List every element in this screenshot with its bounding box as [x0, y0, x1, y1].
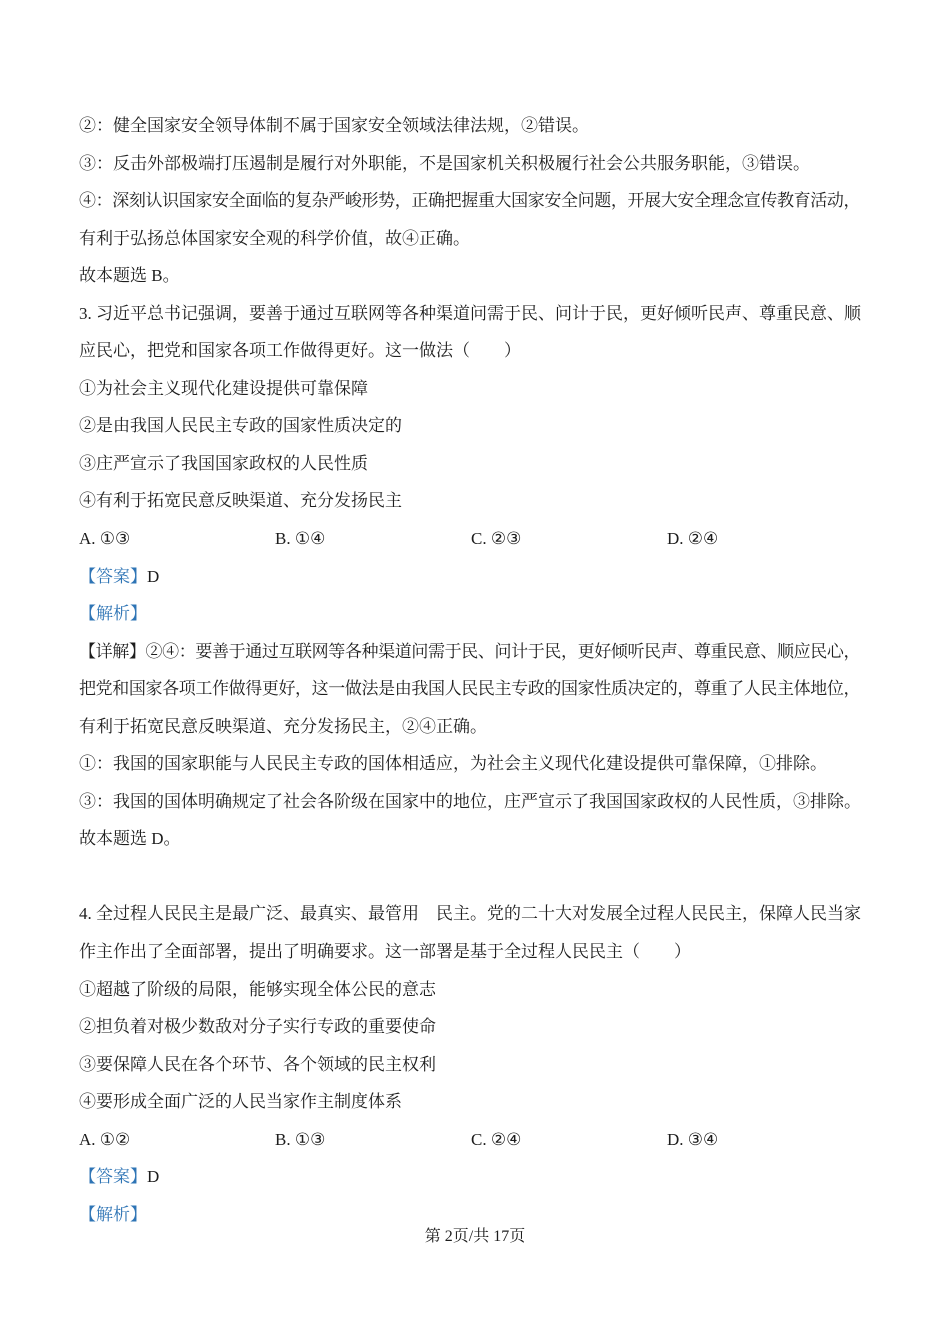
q3-statement-2: ②是由我国人民民主专政的国家性质决定的: [79, 416, 402, 436]
q4-option-c: C. ②④: [471, 1129, 522, 1149]
q3-detail-point1: ①：我国的国家职能与人民民主专政的国体相适应，为社会主义现代化建设提供可靠保障，①排除。: [79, 754, 827, 774]
q3-detail-line2: 把党和国家各项工作做得更好，这一做法是由我国人民民主专政的国家性质决定的，尊重了人民主体地位，: [79, 679, 861, 699]
q3-analysis-row: [79, 595, 863, 633]
q4-statement-3: ③要保障人民在各个环节、各个领域的民主权利: [79, 1054, 436, 1074]
q3-option-a: A. ①③: [79, 529, 131, 549]
q2-explain-point3: ③：反击外部极端打压遏制是履行对外职能，不是国家机关积极履行社会公共服务职能，③错误。: [79, 153, 810, 173]
q4-statement-2: ②担负着对极少数敌对分子实行专政的重要使命: [79, 1017, 436, 1037]
q3-analysis-label: 【解析】: [79, 604, 147, 624]
q3-detail-line3: 有利于拓宽民意反映渠道、充分发扬民主，②④正确。: [79, 716, 487, 736]
q3-statement-4: ④有利于拓宽民意反映渠道、充分发扬民主: [79, 491, 402, 511]
q4-option-a: A. ①②: [79, 1129, 131, 1149]
q4-option-d: D. ③④: [667, 1129, 719, 1149]
q3-option-b: B. ①④: [275, 529, 326, 549]
q4-statement-4: ④要形成全面广泛的人民当家作主制度体系: [79, 1092, 402, 1112]
page-footer: [0, 1221, 950, 1253]
q3-option-d: D. ②④: [667, 529, 719, 549]
q4-answer-row: [79, 1158, 863, 1196]
q4-option-b: B. ①③: [275, 1129, 326, 1149]
q3-options-row: [79, 520, 863, 558]
blank-line: [79, 858, 863, 896]
q3-option-c: C. ②③: [471, 529, 522, 549]
q3-answer-row: [79, 558, 863, 596]
q3-answer-label: 【答案】: [79, 566, 147, 586]
document-body: [79, 107, 863, 1233]
q3-detail-point3: ③：我国的国体明确规定了社会各阶级在国家中的地位，庄严宣示了我国国家政权的人民性质，③排除。: [79, 791, 861, 811]
q3-conclusion: 故本题选 D。: [79, 829, 181, 849]
q4-answer-value: D: [147, 1167, 160, 1187]
q4-stem-line2: 作主作出了全面部署，提出了明确要求。这一部署是基于全过程人民民主（ ）: [79, 942, 691, 962]
q2-explain-point4-line1: ④：深刻认识国家安全面临的复杂严峻形势，正确把握重大国家安全问题，开展大安全理念宣传教育活动，: [79, 191, 861, 211]
q3-stem-line1: 3. 习近平总书记强调，要善于通过互联网等各种渠道问需于民、问计于民，更好倾听民声、尊重民意、顺: [79, 303, 861, 323]
q4-answer-label: 【答案】: [79, 1167, 147, 1187]
page-indicator: 第 2页/共 17页: [424, 1228, 526, 1245]
q2-conclusion: 故本题选 B。: [79, 266, 180, 286]
q4-options-row: [79, 1121, 863, 1159]
q3-stem-line2: 应民心，把党和国家各项工作做得更好。这一做法（ ）: [79, 341, 521, 361]
q3-statement-1: ①为社会主义现代化建设提供可靠保障: [79, 378, 368, 398]
q4-analysis-label: 【解析】: [79, 1204, 147, 1224]
q4-stem-line1: 4. 全过程人民民主是最广泛、最真实、最管用 民主。党的二十大对发展全过程人民民主，保障人民当家: [79, 904, 861, 924]
q2-explain-point4-line2: 有利于弘扬总体国家安全观的科学价值，故④正确。: [79, 228, 470, 248]
q3-statement-3: ③庄严宣示了我国国家政权的人民性质: [79, 453, 368, 473]
q2-explain-point2: ②：健全国家安全领导体制不属于国家安全领域法律法规，②错误。: [79, 116, 589, 135]
q3-detail-line1: 【详解】②④：要善于通过互联网等各种渠道问需于民、问计于民，更好倾听民声、尊重民意、顺应民心，: [79, 641, 861, 661]
q3-answer-value: D: [147, 566, 160, 586]
q4-statement-1: ①超越了阶级的局限，能够实现全体公民的意志: [79, 979, 436, 999]
